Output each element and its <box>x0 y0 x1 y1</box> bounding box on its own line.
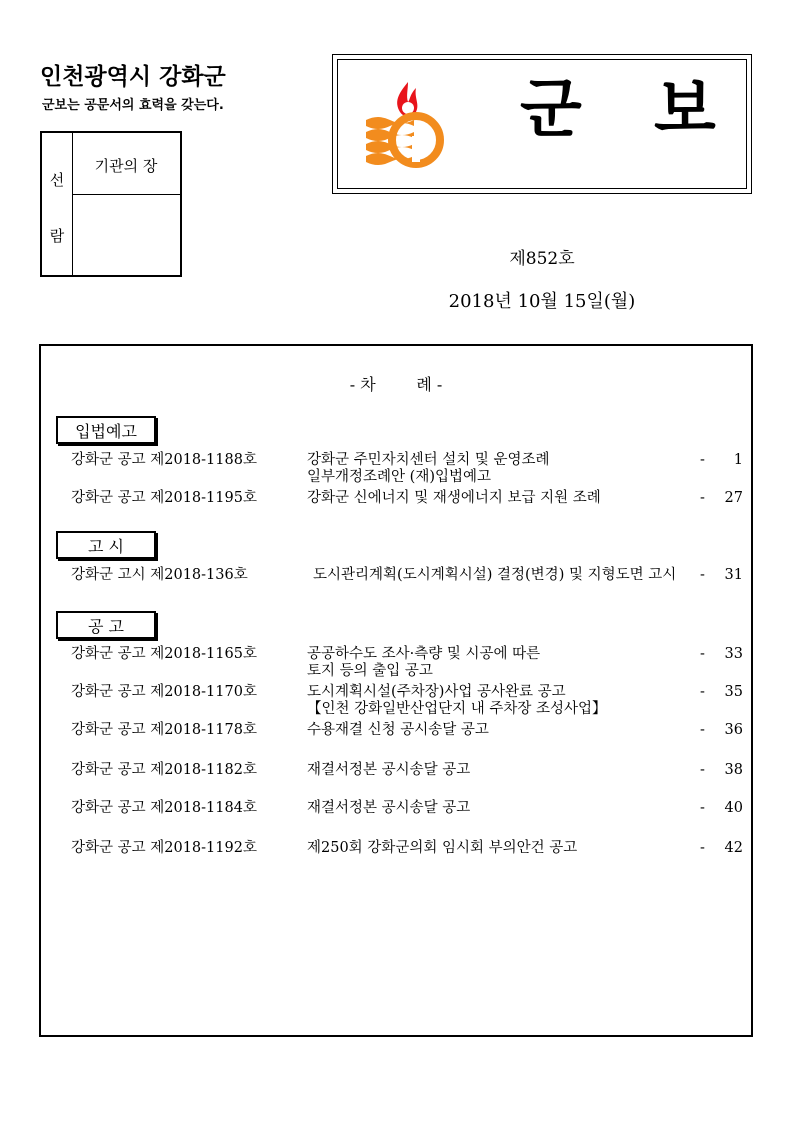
leader-dash: - <box>700 452 705 468</box>
entry-title-line: 강화군 주민자치센터 설치 및 운영조례 <box>307 452 550 468</box>
leader-dash: - <box>700 722 705 738</box>
approval-head-label: 기관의 장 <box>94 157 158 175</box>
page-number: 1 <box>733 452 743 468</box>
notice-number: 강화군 공고 제2018-1188호 <box>71 452 257 468</box>
masthead-inner-frame <box>337 59 747 189</box>
approval-side-char-1: 선 <box>49 171 65 189</box>
approval-side-char-2: 람 <box>49 227 65 245</box>
approval-divider <box>72 194 180 195</box>
notice-number: 강화군 공고 제2018-1178호 <box>71 722 257 738</box>
notice-number: 강화군 공고 제2018-1184호 <box>71 800 257 816</box>
entry-title-line: 【인천 강화일반산업단지 내 주차장 조성사업】 <box>307 701 607 717</box>
entry-title-line: 수용재결 신청 공시송달 공고 <box>307 722 489 738</box>
masthead-title-char-1: 군 <box>520 73 582 147</box>
table-of-contents <box>39 344 753 1037</box>
leader-dash: - <box>700 646 705 662</box>
organization-name: 인천광역시 강화군 <box>40 64 226 90</box>
toc-title <box>41 372 751 395</box>
entry-title-line: 일부개정조례안 (재)입법예고 <box>307 469 492 485</box>
notice-number: 강화군 고시 제2018-136호 <box>71 567 248 583</box>
page-number: 33 <box>724 646 743 662</box>
page-number: 31 <box>724 567 743 583</box>
notice-number: 강화군 공고 제2018-1170호 <box>71 684 257 700</box>
page-number: 35 <box>724 684 743 700</box>
entry-title-line: 제250회 강화군의회 임시회 부의안건 공고 <box>307 840 578 856</box>
page-number: 40 <box>724 800 743 816</box>
entry-title <box>307 490 601 507</box>
masthead <box>332 54 752 194</box>
entry-title-line: 강화군 신에너지 및 재생에너지 보급 지원 조례 <box>307 490 601 506</box>
entry-title <box>307 800 470 817</box>
entry-title-line: 재결서정본 공시송달 공고 <box>307 762 471 778</box>
gangwha-county-emblem-icon <box>364 80 450 170</box>
entry-title <box>307 684 607 718</box>
notice-number: 강화군 공고 제2018-1165호 <box>71 646 257 662</box>
entry-title <box>307 646 540 680</box>
entry-title <box>307 762 470 779</box>
leader-dash: - <box>700 800 705 816</box>
toc-title-right: 례 - <box>416 375 443 394</box>
entry-title <box>307 722 489 739</box>
leader-dash: - <box>700 762 705 778</box>
entry-title <box>307 840 577 857</box>
section-label-3: 공 고 <box>56 611 156 639</box>
entry-title-line: 도시계획시설(주차장)사업 공사완료 공고 <box>307 684 566 700</box>
notice-number: 강화군 공고 제2018-1192호 <box>71 840 257 856</box>
leader-dash: - <box>700 490 705 506</box>
legal-effect-note: 군보는 공문서의 효력을 갖는다. <box>42 98 224 113</box>
section-label-2: 고 시 <box>56 531 156 559</box>
toc-title-left: - 차 <box>349 375 376 394</box>
entry-title-line: 재결서정본 공시송달 공고 <box>307 800 471 816</box>
entry-title-line: 토지 등의 출입 공고 <box>307 663 433 679</box>
section-label-1: 입법예고 <box>56 416 156 444</box>
approval-side-column <box>42 133 73 275</box>
leader-dash: - <box>700 840 705 856</box>
issue-date: 2018년 10월 15일(월) <box>448 291 636 312</box>
page-number: 36 <box>724 722 743 738</box>
page-number: 27 <box>724 490 743 506</box>
notice-number: 강화군 공고 제2018-1195호 <box>71 490 257 506</box>
entry-title <box>307 452 550 486</box>
issue-number: 제852호 <box>509 249 575 269</box>
masthead-title-char-2: 보 <box>654 73 716 147</box>
leader-dash: - <box>700 567 705 583</box>
entry-title-line: 공공하수도 조사·측량 및 시공에 따른 <box>307 646 541 662</box>
page-number: 42 <box>724 840 743 856</box>
page-number: 38 <box>724 762 743 778</box>
entry-title <box>313 567 676 584</box>
approval-box <box>40 131 182 277</box>
notice-number: 강화군 공고 제2018-1182호 <box>71 762 257 778</box>
entry-title-line: 도시관리계획(도시계획시설) 결정(변경) 및 지형도면 고시 <box>313 567 677 583</box>
leader-dash: - <box>700 684 705 700</box>
